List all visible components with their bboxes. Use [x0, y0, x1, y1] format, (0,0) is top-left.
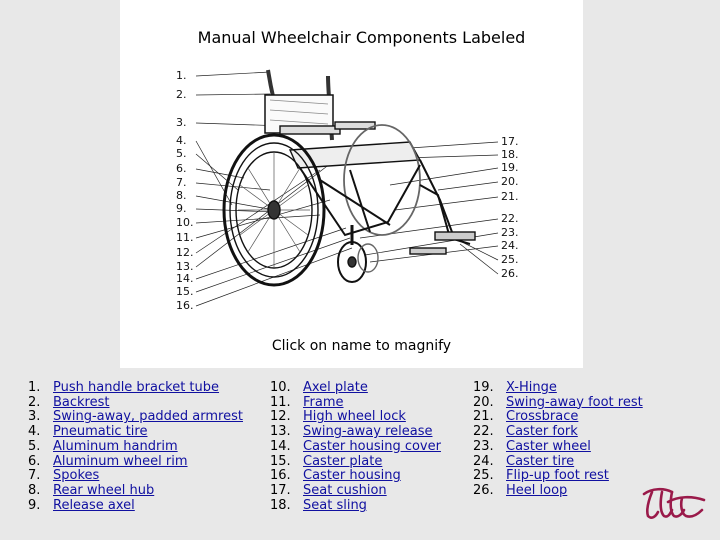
component-link[interactable]: Caster fork: [506, 424, 578, 440]
component-list-item: [473, 484, 643, 499]
component-list-item: [270, 499, 441, 514]
component-list-item: [28, 455, 243, 470]
component-list-item: [28, 484, 243, 499]
component-list-item: [270, 410, 441, 425]
component-list-item: [473, 440, 643, 455]
diagram-number-label: 2.: [176, 88, 187, 101]
component-list-item: [270, 455, 441, 470]
diagram-number-label: 4.: [176, 134, 187, 147]
component-list-item: [28, 469, 243, 484]
component-number: 24.: [473, 453, 494, 469]
leader-line: [410, 142, 498, 148]
component-number: 6.: [28, 453, 41, 469]
component-number: 20.: [473, 394, 494, 410]
component-link[interactable]: X-Hinge: [506, 380, 557, 395]
component-number: 18.: [270, 497, 291, 513]
component-list-item: [473, 425, 643, 440]
diagram-number-label: 3.: [176, 116, 187, 129]
component-list-item: [28, 425, 243, 440]
component-list-column-3: [473, 381, 643, 499]
diagram-number-label: 11.: [176, 231, 194, 244]
component-link[interactable]: Aluminum handrim: [53, 438, 178, 454]
diagram-number-label: 10.: [176, 216, 194, 229]
leader-line: [196, 72, 270, 76]
component-number: 12.: [270, 409, 291, 425]
component-number: 13.: [270, 424, 291, 440]
component-list-item: [28, 499, 243, 514]
component-number: 10.: [270, 380, 291, 395]
component-link[interactable]: Swing-away, padded armrest: [53, 409, 243, 425]
component-link[interactable]: Rear wheel hub: [53, 482, 155, 498]
component-number: 3.: [28, 409, 41, 425]
component-list-item: [270, 425, 441, 440]
leader-line: [196, 141, 232, 205]
component-list-item: [473, 455, 643, 470]
component-number: 19.: [473, 380, 494, 395]
component-number: 21.: [473, 409, 494, 425]
leader-line: [196, 160, 335, 267]
diagram-number-label: 6.: [176, 162, 187, 175]
component-link[interactable]: Pneumatic tire: [53, 424, 148, 440]
component-list-item: [473, 396, 643, 411]
diagram-number-label: 14.: [176, 272, 194, 285]
component-list-item: [270, 396, 441, 411]
component-link[interactable]: Caster plate: [303, 453, 383, 469]
component-list-item: [28, 396, 243, 411]
component-list-item: [270, 469, 441, 484]
component-link[interactable]: Release axel: [53, 497, 135, 513]
diagram-number-label: 7.: [176, 176, 187, 189]
component-link[interactable]: Aluminum wheel rim: [53, 453, 188, 469]
component-list-item: [473, 469, 643, 484]
component-number: 1.: [28, 380, 41, 395]
component-link[interactable]: Crossbrace: [506, 409, 579, 425]
diagram-number-label: 9.: [176, 202, 187, 215]
component-number: 5.: [28, 438, 41, 454]
component-number: 2.: [28, 394, 41, 410]
component-number: 23.: [473, 438, 494, 454]
component-link[interactable]: Caster housing cover: [303, 438, 441, 454]
component-number: 15.: [270, 453, 291, 469]
leader-line: [438, 182, 498, 190]
diagram-number-label: 17.: [501, 135, 519, 148]
logo-icon: [638, 482, 710, 524]
magnify-caption: Click on name to magnify: [271, 338, 452, 354]
component-link[interactable]: Axel plate: [303, 380, 368, 395]
component-number: 16.: [270, 468, 291, 484]
component-link[interactable]: Caster tire: [506, 453, 575, 469]
diagram-number-label: 22.: [501, 212, 519, 225]
component-link[interactable]: Heel loop: [506, 482, 568, 498]
diagram-title: Manual Wheelchair Components Labeled: [197, 28, 526, 47]
component-number: 22.: [473, 424, 494, 440]
leader-line: [196, 94, 270, 95]
component-number: 14.: [270, 438, 291, 454]
diagram-number-label: 23.: [501, 226, 519, 239]
component-list-item: [28, 440, 243, 455]
diagram-number-label: 1.: [176, 69, 187, 82]
component-link[interactable]: Swing-away foot rest: [506, 394, 643, 410]
component-link[interactable]: Frame: [303, 394, 344, 410]
component-link[interactable]: Seat cushion: [303, 482, 387, 498]
component-number: 17.: [270, 482, 291, 498]
diagram-number-label: 19.: [501, 161, 519, 174]
leader-line: [390, 168, 498, 185]
leader-line: [196, 170, 320, 253]
component-number: 25.: [473, 468, 494, 484]
component-number: 7.: [28, 468, 41, 484]
diagram-number-label: 20.: [501, 175, 519, 188]
diagram-number-label: 16.: [176, 299, 194, 312]
component-link[interactable]: Flip-up foot rest: [506, 468, 609, 484]
component-number: 8.: [28, 482, 41, 498]
diagram-number-label: 8.: [176, 189, 187, 202]
component-list-item: [473, 381, 643, 396]
diagram-number-label: 26.: [501, 267, 519, 280]
diagram-number-label: 18.: [501, 148, 519, 161]
component-number: 4.: [28, 424, 41, 440]
component-link[interactable]: Push handle bracket tube: [53, 380, 220, 395]
component-list-item: [270, 440, 441, 455]
leader-line: [196, 228, 346, 279]
component-link[interactable]: Caster housing: [303, 468, 401, 484]
diagram-number-label: 24.: [501, 239, 519, 252]
leader-line: [196, 196, 274, 210]
component-list-item: [270, 484, 441, 499]
component-list-item: [270, 381, 441, 396]
leader-line: [395, 197, 498, 210]
component-link[interactable]: Spokes: [53, 468, 100, 484]
diagram-number-label: 5.: [176, 147, 187, 160]
component-list-item: [473, 410, 643, 425]
diagram-number-label: 25.: [501, 253, 519, 266]
component-number: 26.: [473, 482, 494, 498]
component-link[interactable]: Backrest: [53, 394, 110, 410]
component-link[interactable]: Caster wheel: [506, 438, 591, 454]
component-list-column-1: [28, 381, 243, 513]
component-link[interactable]: High wheel lock: [303, 409, 406, 425]
diagram-number-label: 15.: [176, 285, 194, 298]
diagram-number-label: 21.: [501, 190, 519, 203]
component-number: 11.: [270, 394, 291, 410]
component-list-item: [28, 410, 243, 425]
diagram-number-label: 12.: [176, 246, 194, 259]
component-link[interactable]: Seat sling: [303, 497, 367, 513]
component-link[interactable]: Swing-away release: [303, 424, 433, 440]
diagram-number-label: 13.: [176, 260, 194, 273]
component-list-item: [28, 381, 243, 396]
component-number: 9.: [28, 497, 41, 513]
component-list-column-2: [270, 381, 441, 513]
diagram-panel: [120, 0, 583, 368]
